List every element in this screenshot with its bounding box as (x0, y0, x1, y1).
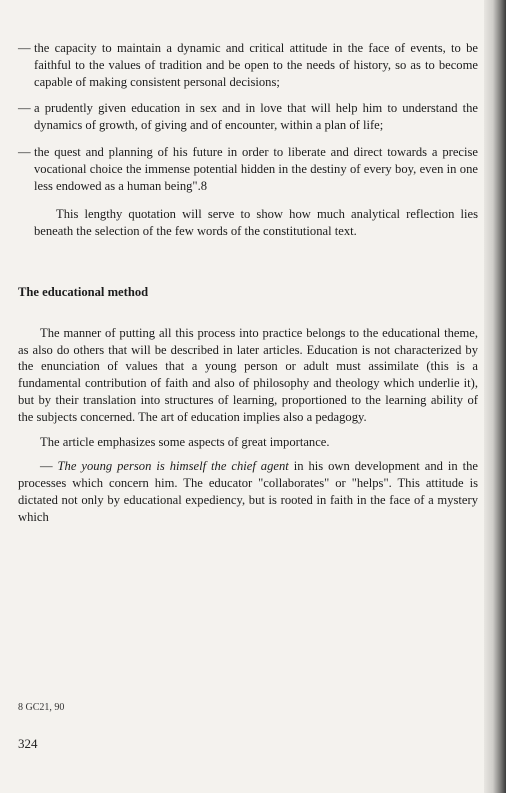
agent-italic-phrase: The young person is himself the chief agent (57, 459, 289, 474)
list-item (18, 40, 478, 90)
agent-rest-text: in his own development and in the processes which concern him. The educator "collaborates" or "helps". This attitude is dictated not only by educational expediency, but is rooted in faith in the face of a mystery which (18, 459, 478, 524)
agent-paragraph (18, 458, 478, 525)
footnote: 8 GC21, 90 (18, 702, 65, 713)
reflection-block (18, 206, 478, 240)
method-paragraph: The manner of putting all this process into practice belongs to the educational theme, as also do others that will be described in later articles. Education is not characterized by the enunciation of values that a young person or adult must assimilate (this is a fundamental contribution of faith and also of philosophy and theology which underlie it), but by their translation into structures of learning, proportioned to the learning ability of the subjects concerned. The art of education implies also a pedagogy. (18, 325, 478, 424)
agent-dash: — (40, 459, 53, 474)
emphasis-paragraph: The article emphasizes some aspects of great importance. (40, 434, 330, 449)
bullet-text: a prudently given education in sex and in love that will help him to understand the dynamics of growth, of giving and of encounter, within a plan of life; (34, 101, 478, 133)
dash-marker: — (18, 41, 31, 55)
dash-marker: — (18, 101, 31, 116)
page-body (18, 40, 478, 526)
reflection-paragraph: This lengthy quotation will serve to show how much analytical reflection lies beneath the selection of the few words of the constitutional text. (34, 207, 478, 239)
page-gutter-shadow (484, 0, 506, 793)
page-number: 324 (18, 736, 38, 751)
list-item (18, 100, 478, 134)
bullet-text: the capacity to maintain a dynamic and critical attitude in the face of events, to be faithful to the values of tradition and be open to the needs of history, so as to become capable of making consistent personal decisions; (34, 41, 478, 89)
list-item (18, 144, 478, 194)
section-heading: The educational method (18, 284, 149, 299)
dash-marker: — (18, 144, 31, 159)
bullet-text: the quest and planning of his future in order to liberate and direct towards a precise vocational choice the immense potential hidden in the destiny of every boy, even in one less endowed as a human being".8 (34, 144, 478, 193)
